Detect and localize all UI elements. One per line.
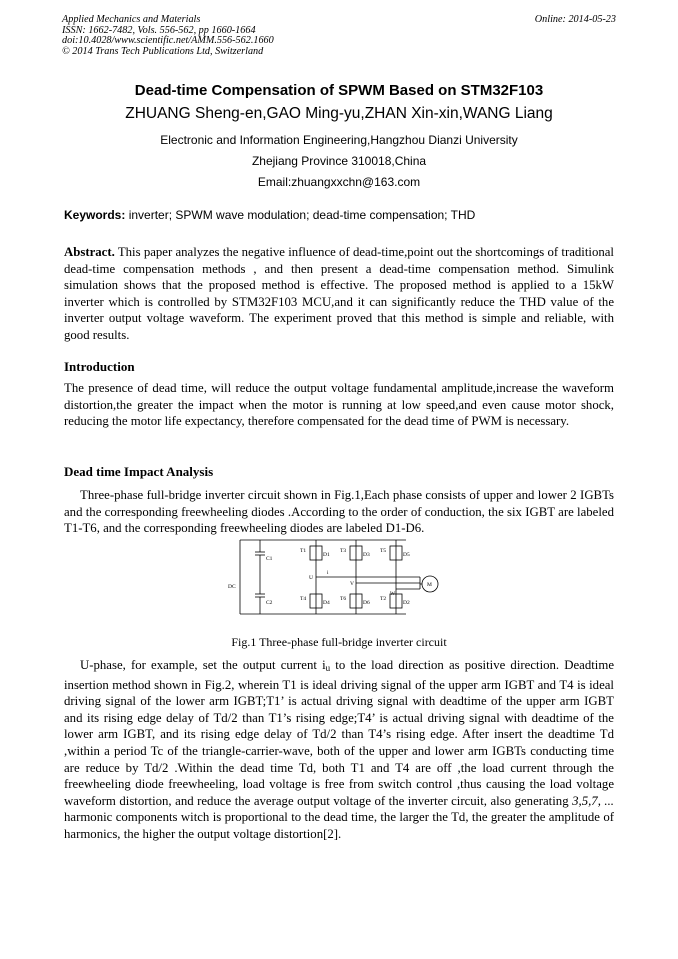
fig-label-d1: D1 <box>323 552 330 558</box>
fig-label-motor: M <box>427 582 432 588</box>
fig-label-c2: C2 <box>266 600 273 606</box>
introduction-text: The presence of dead time, will reduce the output voltage fundamental amplitude,increase the waveform distortion,the greater the impact when the motor is running at low speed,and even cause motor shock, reducing the motor life expectancy, therefore compensated for the dead time of PWM is necessary. <box>64 381 614 429</box>
keywords-label: Keywords: <box>64 208 126 222</box>
fig-label-d5: D5 <box>403 552 410 558</box>
fig-label-dc: DC <box>228 584 236 590</box>
para2-part-a: U-phase, for example, set the output current i <box>80 658 326 672</box>
doi: doi:10.4028/www.scientific.net/AMM.556-562.1660 <box>62 35 274 47</box>
journal-name: Applied Mechanics and Materials <box>62 14 201 25</box>
fig-label-t2: T2 <box>380 596 387 602</box>
affiliation-location: Zhejiang Province 310018,China <box>251 154 427 168</box>
fig-label-d6: D6 <box>363 600 370 606</box>
keywords <box>64 208 624 222</box>
fig-label-d4: D4 <box>323 600 330 606</box>
fig-label-d3: D3 <box>363 552 370 558</box>
fig-label-iu: i <box>327 570 329 576</box>
authors: ZHUANG Sheng-en,GAO Ming-yu,ZHAN Xin-xin,WANG Liang <box>125 105 553 122</box>
abstract <box>64 244 614 344</box>
fig-label-d2: D2 <box>403 600 410 606</box>
online-date: Online: 2014-05-23 <box>534 14 616 25</box>
author-email: Email:zhuangxxchn@163.com <box>257 175 421 189</box>
dead-time-heading: Dead time Impact Analysis <box>64 464 214 479</box>
issn: ISSN: 1662-7482, Vols. 556-562, pp 1660-1664 <box>62 24 256 36</box>
keywords-text: inverter; SPWM wave modulation; dead-time compensation; THD <box>125 208 476 222</box>
abstract-text: This paper analyzes the negative influence of dead-time,point out the shortcomings of traditional dead-time compensation methods , and then present a dead-time compensation method. Simulink simulation shows that the proposed method is effective. The proposed method is applied to a 15kW inverter which is controlled by STM32F103 MCU,and it can significantly reduce the THD value of the inverter output voltage waveform. The experiment proved that this method is simple and reliable, with good results. <box>64 245 614 342</box>
fig-label-v: V <box>350 581 354 587</box>
fig-label-c1: C1 <box>266 556 273 562</box>
dead-time-paragraph-2 <box>64 657 614 843</box>
current-subscript: u <box>325 663 331 673</box>
inverter-circuit-figure <box>226 534 458 620</box>
copyright: © 2014 Trans Tech Publications Ltd, Switzerland <box>62 45 264 57</box>
fig-label-w: W <box>390 591 396 597</box>
fig-label-u: U <box>309 575 313 581</box>
introduction-heading: Introduction <box>64 359 135 374</box>
para2-part-c: harmonic components witch is proportional to the dead time, the larger the Td, the greater the amplitude of harmonics, the higher the output voltage distortion[2]. <box>64 810 614 841</box>
figure-caption: Fig.1 Three-phase full-bridge inverter circuit <box>231 635 447 649</box>
journal-header <box>62 15 622 57</box>
fig-label-t3: T3 <box>340 548 347 554</box>
fig-label-t1: T1 <box>300 548 307 554</box>
fig-label-t5: T5 <box>380 548 387 554</box>
para2-part-b: to the load direction as positive direction. Deadtime insertion method shown in Fig.2, wherein T1 is ideal driving signal of the upper arm IGBT and T4 is ideal driving signal of the lower arm IGBT;T1’ is actual driving signal with deadtime of the upper arm IGBT and its rising edge delay of Td/2 than T1’s rising edge;T4’ is actual driving signal with deadtime of the lower arm IGBT, and its rising edge delay of Td/2 than T4’s rising edge. After insert the deadtime Td ,within a period Tc of the triangle-carrier-wave, both of the upper and lower arm IGBTs conducting time are reduce by Td/2 .Within the dead time Td, both T1 and T4 are off ,the load current through the freewheeling diode freewheeling, load voltage is free from switch control ,thus causing the load voltage waveform distortion, and reduce the average output voltage of the inverter circuit, also generating <box>64 658 615 808</box>
fig-label-t6: T6 <box>340 596 347 602</box>
paper-title: Dead-time Compensation of SPWM Based on STM32F103 <box>134 82 544 99</box>
affiliation-dept: Electronic and Information Engineering,Hangzhou Dianzi University <box>160 133 518 147</box>
fig-label-t4: T4 <box>300 596 307 602</box>
abstract-label: Abstract. <box>64 245 115 259</box>
harmonic-orders: 3,5,7, ... <box>572 793 615 808</box>
dead-time-paragraph-1: Three-phase full-bridge inverter circuit shown in Fig.1,Each phase consists of upper and lower 2 IGBTs and the corresponding freewheeling diodes .According to the order of conduction, the six IGBT are labeled T1-T6, and the corresponding freewheeling diodes are labeled D1-D6. <box>64 488 614 536</box>
